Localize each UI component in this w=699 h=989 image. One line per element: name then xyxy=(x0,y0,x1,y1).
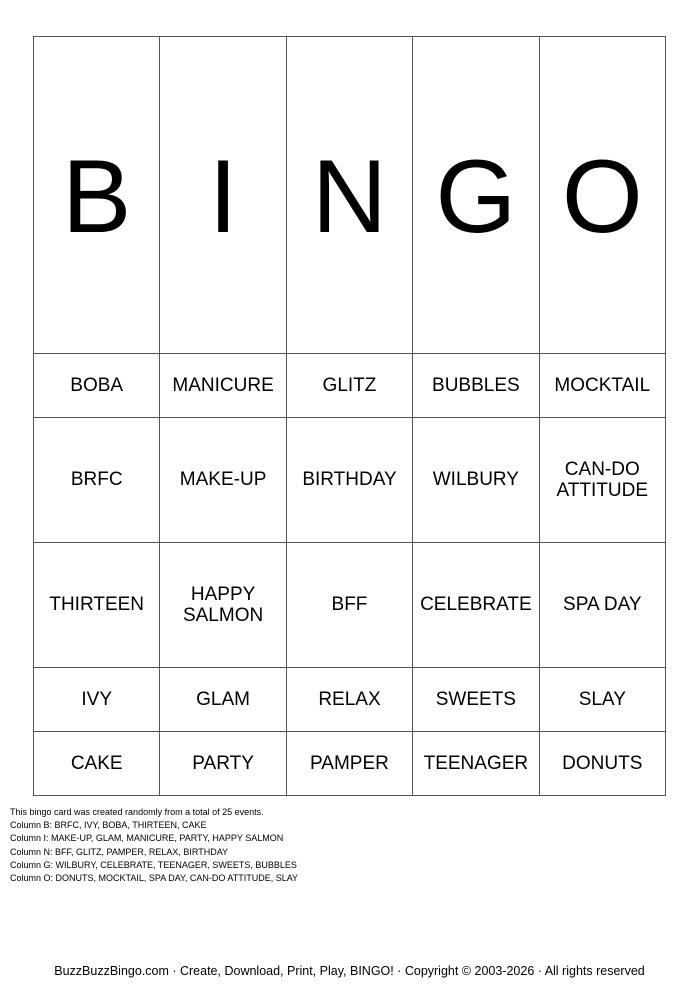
header-letter-b: B xyxy=(34,37,160,354)
notes-column-n: Column N: BFF, GLITZ, PAMPER, RELAX, BIRTHDAY xyxy=(10,846,229,857)
header-row xyxy=(34,37,666,354)
card-row-3 xyxy=(34,542,666,667)
bingo-cell: TEENAGER xyxy=(413,731,539,795)
bingo-cell: PAMPER xyxy=(286,731,412,795)
bingo-cell: BUBBLES xyxy=(413,353,539,417)
card-row-5 xyxy=(34,731,666,795)
bingo-cell: MANICURE xyxy=(160,353,286,417)
card-row-2 xyxy=(34,417,666,542)
bingo-cell: IVY xyxy=(34,668,160,732)
card-row-1 xyxy=(34,353,666,417)
bingo-cell: CAKE xyxy=(34,731,160,795)
bingo-cell: WILBURY xyxy=(413,417,539,542)
header-letter-i: I xyxy=(160,37,286,354)
card-row-4 xyxy=(34,668,666,732)
page-footer: BuzzBuzzBingo.com · Create, Download, Print, Play, BINGO! · Copyright © 2003-2026 · All rights reserved xyxy=(54,964,645,978)
bingo-cell: MOCKTAIL xyxy=(539,353,665,417)
bingo-cell: BFF xyxy=(286,542,412,667)
bingo-cell: MAKE-UP xyxy=(160,417,286,542)
bingo-cell: SLAY xyxy=(539,668,665,732)
bingo-cell: BRFC xyxy=(34,417,160,542)
notes-column-b: Column B: BRFC, IVY, BOBA, THIRTEEN, CAKE xyxy=(10,820,207,831)
header-letter-o: O xyxy=(539,37,665,354)
bingo-cell: RELAX xyxy=(286,668,412,732)
bingo-cell: THIRTEEN xyxy=(34,542,160,667)
bingo-cell: SWEETS xyxy=(413,668,539,732)
bingo-cell: CELEBRATE xyxy=(413,542,539,667)
header-letter-n: N xyxy=(286,37,412,354)
bingo-cell: BIRTHDAY xyxy=(286,417,412,542)
bingo-cell: DONUTS xyxy=(539,731,665,795)
notes-column-i: Column I: MAKE-UP, GLAM, MANICURE, PARTY, HAPPY SALMON xyxy=(10,833,284,844)
bingo-cell: BOBA xyxy=(34,353,160,417)
header-letter-g: G xyxy=(413,37,539,354)
notes-column-g: Column G: WILBURY, CELEBRATE, TEENAGER, SWEETS, BUBBLES xyxy=(10,859,297,870)
bingo-cell: CAN-DO ATTITUDE xyxy=(539,417,665,542)
notes-summary: This bingo card was created randomly from a total of 25 events. xyxy=(10,807,264,817)
bingo-cell: GLAM xyxy=(160,668,286,732)
bingo-card xyxy=(33,36,666,796)
bingo-cell: SPA DAY xyxy=(539,542,665,667)
notes-column-o: Column O: DONUTS, MOCKTAIL, SPA DAY, CAN-DO ATTITUDE, SLAY xyxy=(10,873,299,884)
bingo-cell: GLITZ xyxy=(286,353,412,417)
card-notes xyxy=(10,806,298,885)
bingo-cell: PARTY xyxy=(160,731,286,795)
bingo-cell: HAPPY SALMON xyxy=(160,542,286,667)
